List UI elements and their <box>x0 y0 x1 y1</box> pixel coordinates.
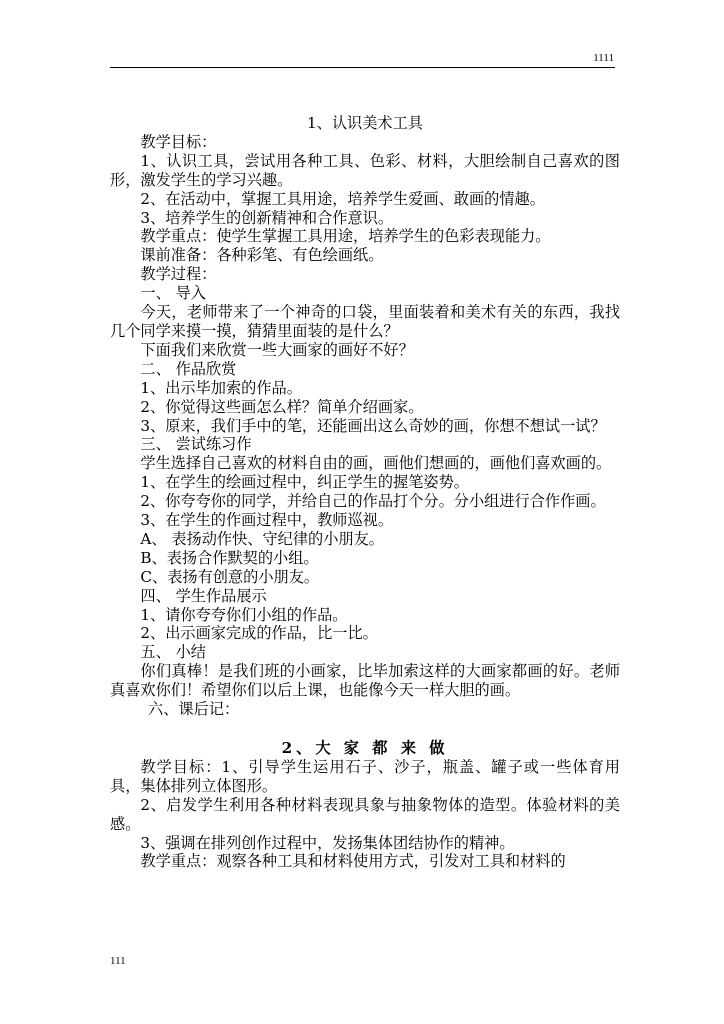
paragraph: 2、你夸夸你的同学，并给自己的作品打个分。分小组进行合作作画。 <box>140 492 606 511</box>
paragraph: 2、在活动中，掌握工具用途，培养学生爱画、敢画的情趣。 <box>140 189 545 208</box>
paragraph: 教学重点：使学生掌握工具用途，培养学生的色彩表现能力。 <box>140 227 551 246</box>
paragraph: 1、出示毕加索的作品。 <box>140 378 302 397</box>
paragraph: 教学过程： <box>140 265 217 284</box>
paragraph: 你们真棒！是我们班的小画家，比毕加索这样的大画家都画的好。老师真喜欢你们！希望你们以后上课，也能像今天一样大胆的画。 <box>110 662 620 700</box>
paragraph: 1、在学生的绘画过程中，纠正学生的握笔姿势。 <box>140 473 469 492</box>
paragraph: B、表扬合作默契的小组。 <box>140 548 319 567</box>
paragraph: C、表扬有创意的小朋友。 <box>140 567 320 586</box>
paragraph: 2、启发学生利用各种材料表现具象与抽象物体的造型。体验材料的美感。 <box>110 795 620 833</box>
document-body <box>110 114 620 871</box>
paragraph: 1、请你夸夸你们小组的作品。 <box>140 605 348 624</box>
after-class-note: 六、课后记： <box>148 700 240 719</box>
paragraph: 3、强调在排列创作过程中，发扬集体团结协作的精神。 <box>140 833 515 852</box>
section-heading: 一、 导入 <box>140 284 206 303</box>
paragraph: 教学重点：观察各种工具和材料使用方式，引发对工具和材料的 <box>140 852 566 871</box>
paragraph: 3、培养学生的创新精神和合作意识。 <box>140 208 394 227</box>
paragraph: 教学目标： <box>140 132 217 151</box>
section-heading: 三、 尝试练习作 <box>140 435 252 454</box>
paragraph: 2、你觉得这些画怎么样？简单介绍画家。 <box>140 397 424 416</box>
paragraph: 2、出示画家完成的作品，比一比。 <box>140 624 378 643</box>
paragraph: 3、在学生的作画过程中，教师巡视。 <box>140 511 394 530</box>
footer-page-number: 111 <box>110 955 126 967</box>
paragraph: A、 表扬动作快、守纪律的小朋友。 <box>140 529 384 548</box>
header-rule <box>110 67 615 68</box>
section-heading: 二、 作品欣赏 <box>140 359 237 378</box>
paragraph: 今天，老师带来了一个神奇的口袋，里面装着和美术有关的东西，我找几个同学来摸一摸，猜猜里面装的是什么？ <box>110 303 620 340</box>
paragraph: 1、认识工具，尝试用各种工具、色彩、材料，大胆绘制自己喜欢的图形，激发学生的学习兴趣。 <box>110 151 620 189</box>
lesson2-title: 2、大 家 都 来 做 <box>281 739 449 757</box>
paragraph: 教学目标：1、引导学生运用石子、沙子，瓶盖、罐子或一些体育用具，集体排列立体图形。 <box>110 757 620 795</box>
section-heading: 四、 学生作品展示 <box>140 586 267 605</box>
paragraph: 学生选择自己喜欢的材料自由的画，画他们想画的，画他们喜欢画的。 <box>140 454 612 473</box>
header-page-number: 1111 <box>593 52 614 64</box>
paragraph: 课前准备：各种彩笔、有色绘画纸。 <box>140 246 384 265</box>
paragraph: 3、原来，我们手中的笔，还能画出这么奇妙的画，你想不想试一试？ <box>140 416 606 435</box>
section-heading: 五、 小结 <box>140 643 206 662</box>
lesson1-title: 1、认识美术工具 <box>307 114 423 132</box>
paragraph: 下面我们来欣赏一些大画家的画好不好？ <box>140 340 414 359</box>
